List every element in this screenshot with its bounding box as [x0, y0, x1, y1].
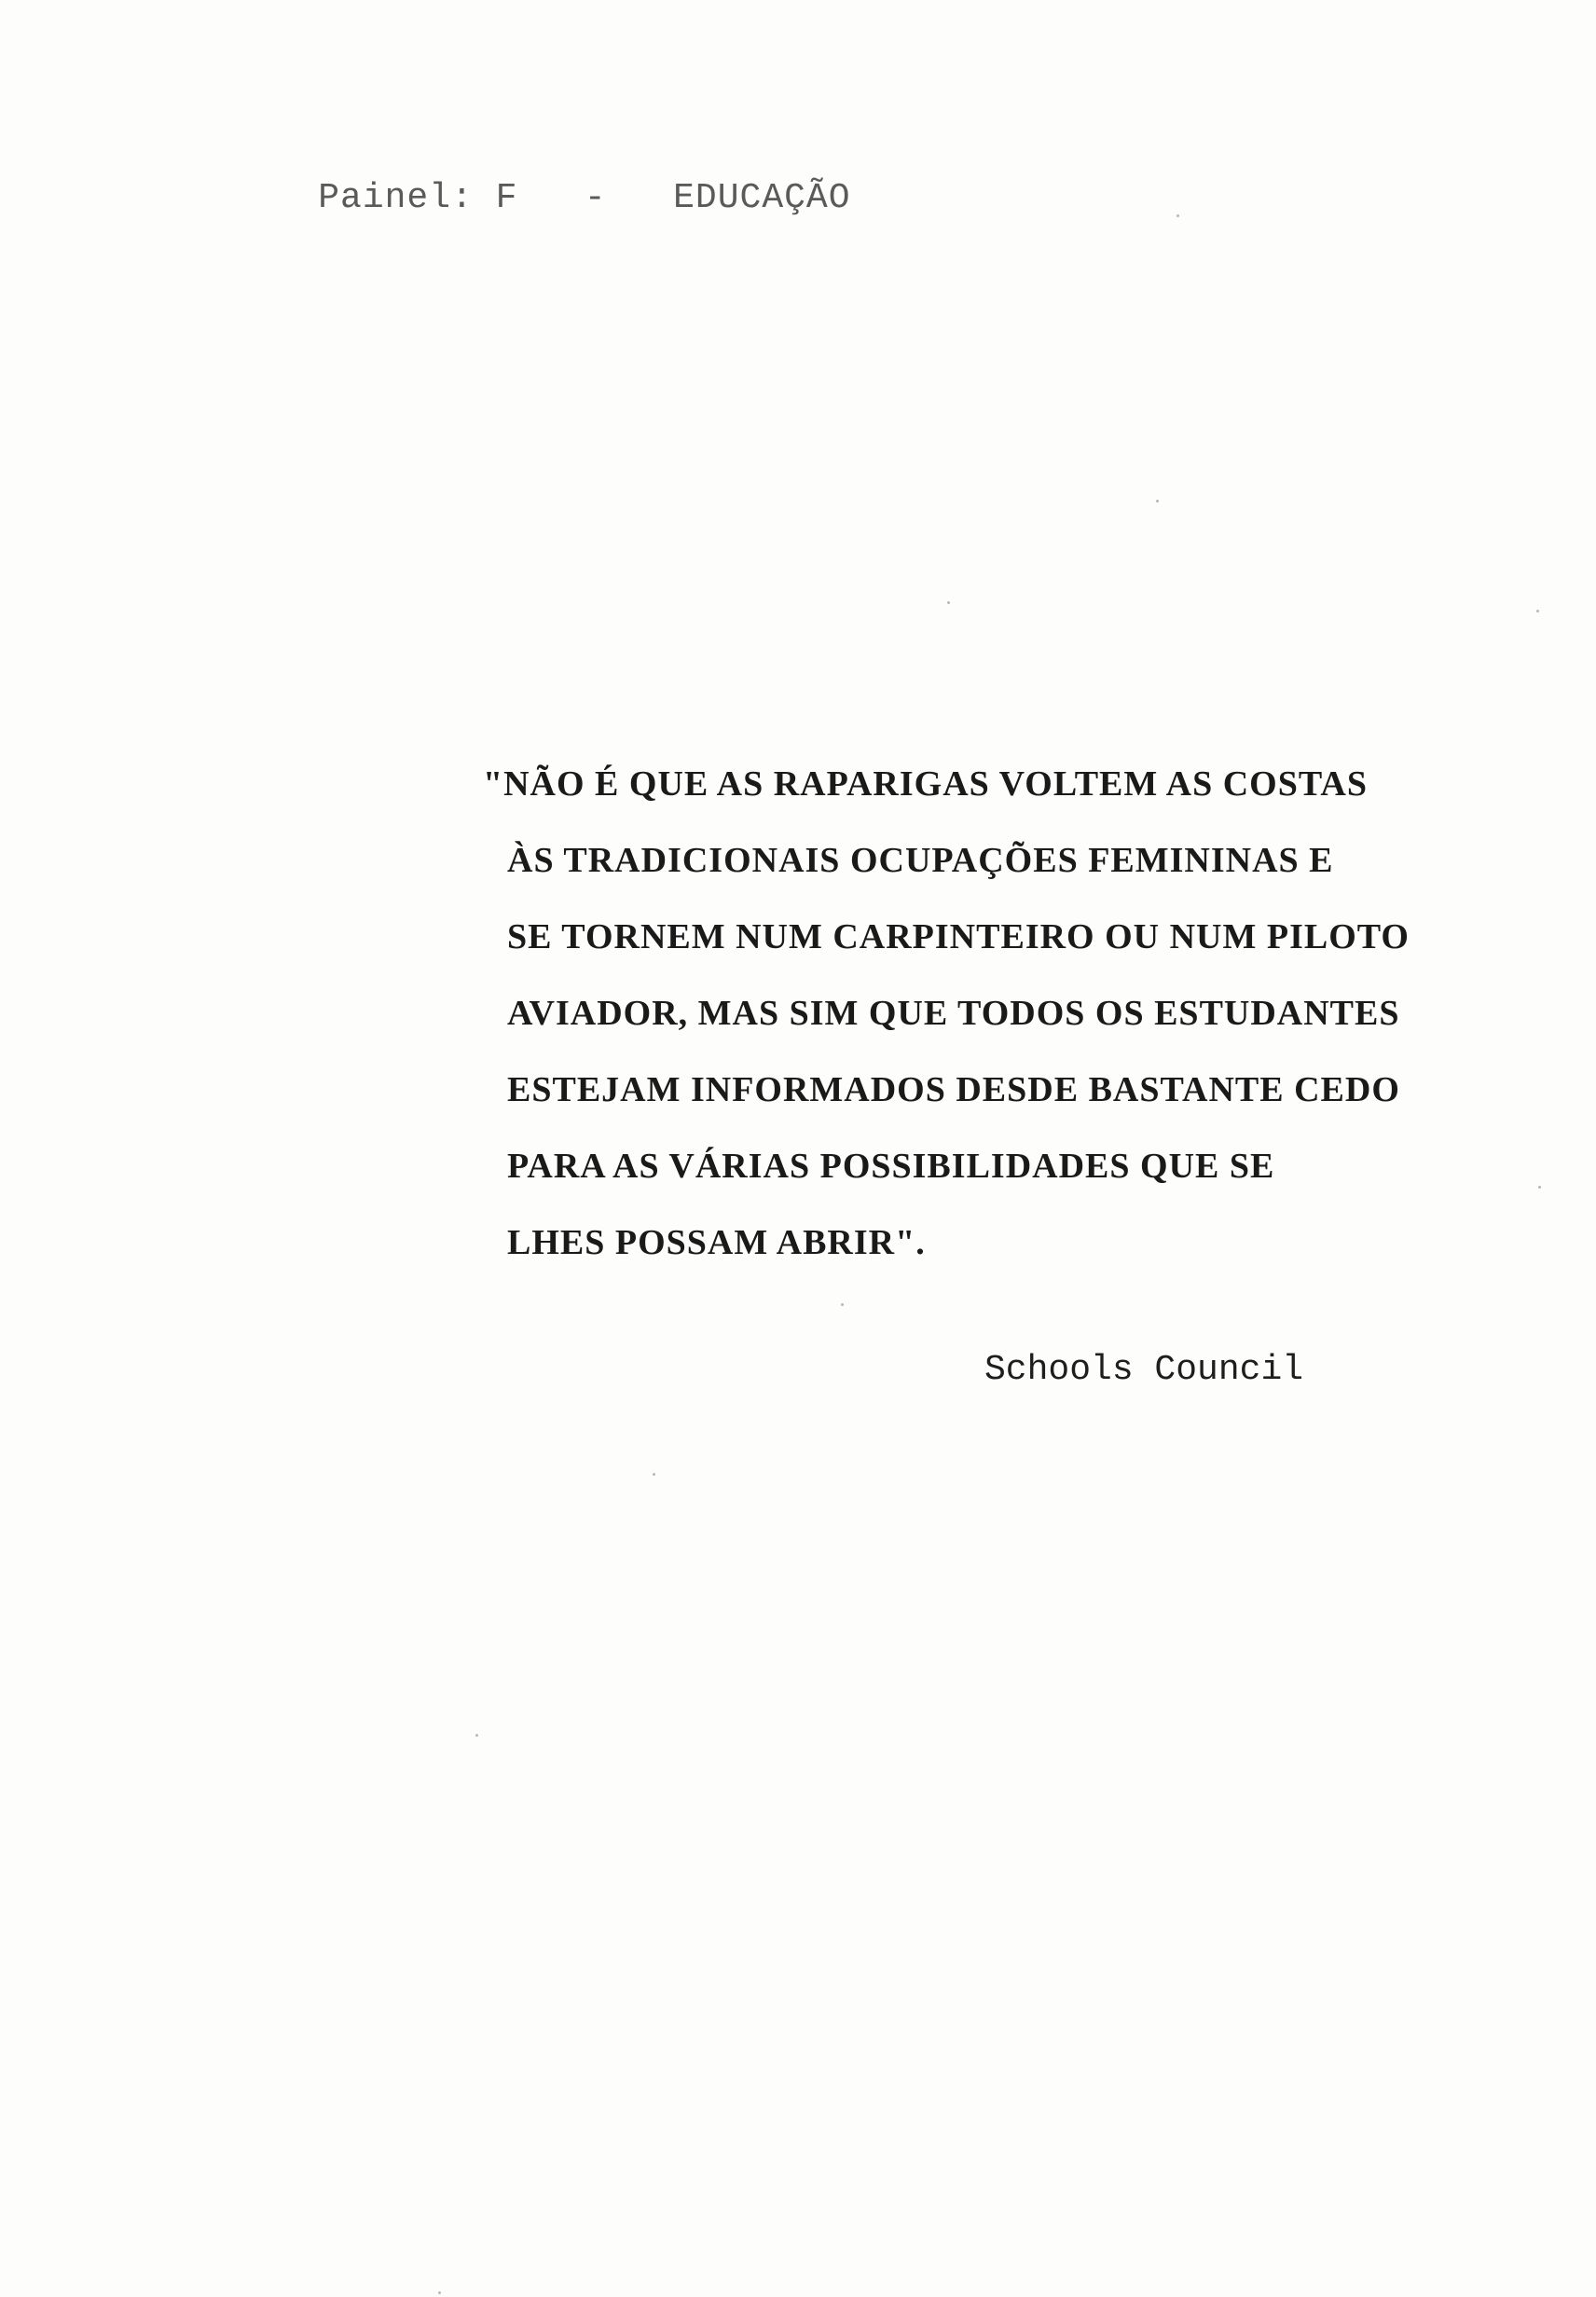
quote-line: SE TORNEM NUM CARPINTEIRO OU NUM PILOTO [507, 917, 1410, 956]
quote-line: PARA AS VÁRIAS POSSIBILIDADES QUE SE [507, 1147, 1275, 1186]
scan-speck [1156, 500, 1159, 502]
scan-speck [947, 601, 950, 604]
scan-speck [1536, 610, 1539, 612]
panel-section-title: EDUCAÇÃO [673, 178, 851, 218]
panel-label: Painel: F [318, 178, 518, 218]
scan-speck [1538, 1186, 1541, 1189]
quote-line: ÀS TRADICIONAIS OCUPAÇÕES FEMININAS E [507, 841, 1334, 880]
panel-header [229, 138, 851, 258]
scan-speck [438, 2291, 441, 2294]
scan-speck [653, 1473, 655, 1476]
quote-attribution: Schools Council [984, 1350, 1304, 1390]
scan-speck [475, 1734, 478, 1737]
quote-line: ESTEJAM INFORMADOS DESDE BASTANTE CEDO [507, 1070, 1400, 1109]
scan-speck [841, 1303, 844, 1306]
quote-block [483, 746, 1462, 1281]
quote-line: LHES POSSAM ABRIR". [507, 1223, 926, 1262]
quote-line: AVIADOR, MAS SIM QUE TODOS OS ESTUDANTES [507, 994, 1400, 1033]
scan-speck [1176, 214, 1179, 217]
header-separator: - [584, 178, 607, 218]
quote-line: "NÃO É QUE AS RAPARIGAS VOLTEM AS COSTAS [483, 764, 1368, 804]
